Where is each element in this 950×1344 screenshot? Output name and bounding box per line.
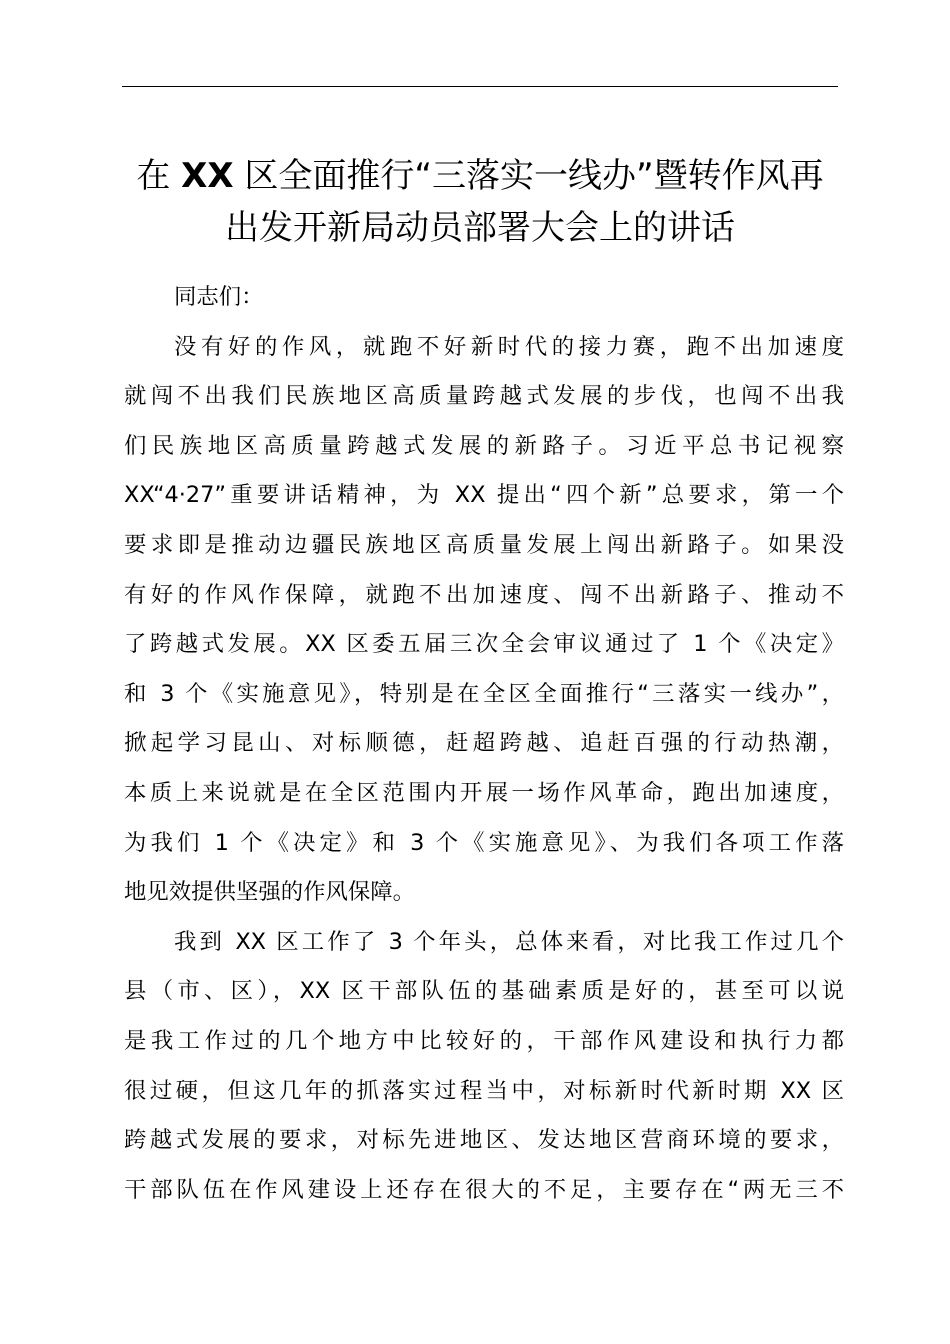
document-title xyxy=(100,150,860,254)
paragraph-line: 很过硬，但这几年的抓落实过程当中，对标新时代新时期 XX 区 xyxy=(124,1077,844,1104)
paragraph-line: 和 3 个《实施意见》，特别是在全区全面推行“三落实一线办”， xyxy=(124,680,844,707)
paragraph-line: 了跨越式发展。XX 区委五届三次全会审议通过了 1 个《决定》 xyxy=(124,631,844,658)
paragraph-line: 掀起学习昆山、对标顺德，赶超跨越、追赶百强的行动热潮， xyxy=(124,730,844,757)
paragraph-line: 要求即是推动边疆民族地区高质量发展上闯出新路子。如果没 xyxy=(124,531,844,558)
document-body xyxy=(124,273,844,1215)
paragraph-line: 县（市、区），XX 区干部队伍的基础素质是好的，甚至可以说 xyxy=(124,978,844,1005)
paragraph-line: 是我工作过的几个地方中比较好的，干部作风建设和执行力都 xyxy=(124,1027,844,1054)
paragraph-line: 我到 XX 区工作了 3 个年头，总体来看，对比我工作过几个 xyxy=(174,928,844,955)
header-rule xyxy=(122,86,838,87)
title-line-1: 在 XX 区全面推行“三落实一线办”暨转作风再 xyxy=(136,156,824,196)
paragraph-2 xyxy=(124,918,844,1216)
salutation: 同志们： xyxy=(174,284,264,310)
paragraph-line: 就闯不出我们民族地区高质量跨越式发展的步伐，也闯不出我 xyxy=(124,383,844,410)
paragraph-line: 地见效提供坚强的作风保障。 xyxy=(124,879,416,906)
title-placeholder-xx: XX xyxy=(181,156,234,196)
paragraph-line: 没有好的作风，就跑不好新时代的接力赛，跑不出加速度 xyxy=(174,333,844,360)
paragraph-line: 们民族地区高质量跨越式发展的新路子。习近平总书记视察 xyxy=(124,432,844,459)
paragraph-line: 本质上来说就是在全区范围内开展一场作风革命，跑出加速度， xyxy=(124,779,844,806)
title-line-2: 出发开新局动员部署大会上的讲话 xyxy=(225,208,735,248)
paragraph-line: XX“4·27”重要讲话精神，为 XX 提出“四个新”总要求，第一个 xyxy=(124,482,844,509)
paragraph-line: 干部队伍在作风建设上还存在很大的不足，主要存在“两无三不 xyxy=(124,1176,844,1203)
paragraph-1 xyxy=(124,323,844,918)
paragraph-line: 跨越式发展的要求，对标先进地区、发达地区营商环境的要求， xyxy=(124,1127,844,1154)
paragraph-line: 有好的作风作保障，就跑不出加速度、闯不出新路子、推动不 xyxy=(124,581,844,608)
paragraph-line: 为我们 1 个《决定》和 3 个《实施意见》、为我们各项工作落 xyxy=(124,829,844,856)
